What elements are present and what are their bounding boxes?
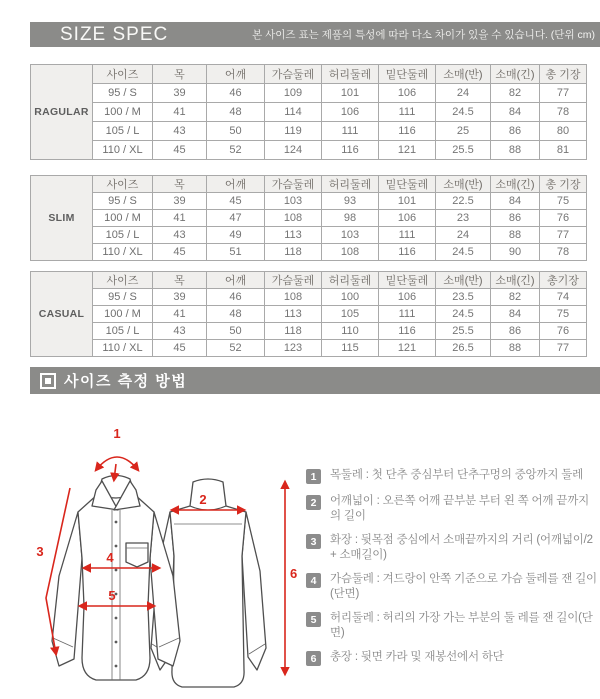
measure-item-text: 허리둘레 : 허리의 가장 가는 부분의 둘 레를 잰 길이(단면) [330,612,593,639]
size-cell: 105 / L [93,227,153,244]
value-cell: 106 [379,289,436,306]
measure-item-number-badge: 5 [306,612,321,627]
value-cell: 46 [207,84,265,103]
table-row [31,122,587,141]
size-cell: 95 / S [93,289,153,306]
column-header: 어깨 [207,65,265,84]
size-cell: 100 / M [93,210,153,227]
value-cell: 82 [491,289,540,306]
column-header: 밑단둘레 [379,65,436,84]
column-header: 목 [153,176,207,193]
value-cell: 25.5 [436,323,491,340]
column-header: 소매(긴) [491,176,540,193]
size-spec-header-bar [30,22,600,47]
value-cell: 114 [265,103,322,122]
value-cell: 118 [265,244,322,261]
value-cell: 123 [265,340,322,357]
value-cell: 77 [540,227,587,244]
value-cell: 121 [379,141,436,160]
value-cell: 116 [379,244,436,261]
table-row [31,210,587,227]
table-row [31,306,587,323]
value-cell: 101 [379,193,436,210]
value-cell: 22.5 [436,193,491,210]
value-cell: 116 [379,122,436,141]
value-cell: 50 [207,122,265,141]
measure-item [306,611,598,640]
value-cell: 49 [207,227,265,244]
measure-legend [306,468,598,666]
pocket [126,543,148,567]
value-cell: 106 [322,103,379,122]
value-cell: 121 [379,340,436,357]
measure-item [306,494,598,523]
column-header: 사이즈 [93,65,153,84]
value-cell: 105 [322,306,379,323]
value-cell: 101 [322,84,379,103]
value-cell: 39 [153,193,207,210]
group-label: RAGULAR [31,65,93,160]
column-header: 총 기장 [540,65,587,84]
value-cell: 52 [207,141,265,160]
value-cell: 41 [153,210,207,227]
size-spec-note: 본 사이즈 표는 제품의 특성에 따라 다소 차이가 있을 수 있습니다. (단위 cm) [252,29,595,41]
table-row [31,227,587,244]
column-header: 허리둘레 [322,272,379,289]
measure-item [306,572,598,601]
value-cell: 74 [540,289,587,306]
value-cell: 82 [491,84,540,103]
value-cell: 43 [153,227,207,244]
size-spec-title: SIZE SPEC [60,23,169,45]
diagram-number-2: 2 [199,492,207,507]
value-cell: 75 [540,193,587,210]
value-cell: 48 [207,306,265,323]
value-cell: 115 [322,340,379,357]
value-cell: 124 [265,141,322,160]
size-table-casual [30,271,587,357]
column-header: 가슴둘레 [265,65,322,84]
measure-item-number-badge: 1 [306,469,321,484]
value-cell: 110 [322,323,379,340]
table-row [31,244,587,261]
value-cell: 43 [153,323,207,340]
measure-item [306,533,598,562]
value-cell: 24.5 [436,244,491,261]
value-cell: 108 [265,210,322,227]
value-cell: 39 [153,289,207,306]
value-cell: 45 [153,141,207,160]
value-cell: 24 [436,227,491,244]
value-cell: 45 [207,193,265,210]
value-cell: 106 [379,210,436,227]
measure-section-bar [30,367,600,394]
diagram-number-1: 1 [113,426,121,441]
value-cell: 106 [379,84,436,103]
column-header: 소매(반) [436,272,491,289]
size-cell: 110 / XL [93,141,153,160]
column-header: 소매(긴) [491,272,540,289]
diagram-number-6: 6 [290,566,298,581]
value-cell: 25 [436,122,491,141]
square-bullet-icon [40,373,56,389]
table-row [31,340,587,357]
table-row [31,323,587,340]
value-cell: 88 [491,340,540,357]
value-cell: 108 [265,289,322,306]
size-cell: 105 / L [93,323,153,340]
value-cell: 50 [207,323,265,340]
value-cell: 90 [491,244,540,261]
value-cell: 76 [540,323,587,340]
value-cell: 77 [540,340,587,357]
value-cell: 93 [322,193,379,210]
size-cell: 100 / M [93,306,153,323]
measure-item-number-badge: 6 [306,651,321,666]
diagram-number-5: 5 [108,588,116,603]
measure-item-text: 가슴둘레 : 겨드랑이 안쪽 기준으로 가슴 둘레를 잰 길이(단면) [330,573,597,600]
value-cell: 78 [540,244,587,261]
value-cell: 51 [207,244,265,261]
value-cell: 103 [265,193,322,210]
measure-item [306,650,598,666]
measure-item [306,468,598,484]
measure-item-number-badge: 3 [306,534,321,549]
value-cell: 111 [379,103,436,122]
value-cell: 77 [540,84,587,103]
value-cell: 46 [207,289,265,306]
measure-item-text: 어깨넓이 : 오른쪽 어깨 끝부분 부터 왼 쪽 어깨 끝까지의 길이 [330,495,590,522]
measure-item-number-badge: 2 [306,495,321,510]
value-cell: 25.5 [436,141,491,160]
value-cell: 86 [491,122,540,141]
column-header: 어깨 [207,176,265,193]
measure-item-number-badge: 4 [306,573,321,588]
value-cell: 76 [540,210,587,227]
group-label: CASUAL [31,272,93,357]
value-cell: 26.5 [436,340,491,357]
value-cell: 100 [322,289,379,306]
value-cell: 78 [540,103,587,122]
column-header: 목 [153,65,207,84]
column-header: 목 [153,272,207,289]
value-cell: 116 [379,323,436,340]
diagram-number-3: 3 [36,544,44,559]
size-cell: 95 / S [93,193,153,210]
value-cell: 47 [207,210,265,227]
value-cell: 113 [265,227,322,244]
value-cell: 88 [491,227,540,244]
size-cell: 105 / L [93,122,153,141]
group-label: SLIM [31,176,93,261]
value-cell: 103 [322,227,379,244]
size-table-slim [30,175,587,261]
size-cell: 110 / XL [93,340,153,357]
value-cell: 39 [153,84,207,103]
value-cell: 24 [436,84,491,103]
value-cell: 23.5 [436,289,491,306]
size-table-ragular [30,64,587,160]
value-cell: 81 [540,141,587,160]
measure-item-text: 화장 : 뒷목점 중심에서 소매끝까지의 거리 (어깨넓이/2 + 소매길이) [330,534,593,561]
column-header: 허리둘레 [322,65,379,84]
size-cell: 110 / XL [93,244,153,261]
size-tables [30,64,587,372]
value-cell: 48 [207,103,265,122]
value-cell: 86 [491,210,540,227]
value-cell: 109 [265,84,322,103]
measure-section-title: 사이즈 측정 방법 [64,373,188,390]
value-cell: 98 [322,210,379,227]
value-cell: 84 [491,193,540,210]
value-cell: 23 [436,210,491,227]
value-cell: 43 [153,122,207,141]
measure-item-text: 목둘레 : 첫 단추 중심부터 단추구멍의 중앙까지 둘레 [330,469,584,481]
value-cell: 111 [379,227,436,244]
column-header: 가슴둘레 [265,272,322,289]
column-header: 사이즈 [93,176,153,193]
column-header: 총기장 [540,272,587,289]
value-cell: 80 [540,122,587,141]
diagram-number-4: 4 [106,550,114,565]
table-row [31,103,587,122]
column-header: 허리둘레 [322,176,379,193]
column-header: 어깨 [207,272,265,289]
value-cell: 52 [207,340,265,357]
value-cell: 116 [322,141,379,160]
front-shirt [52,476,180,681]
arrow-neck [96,457,138,470]
value-cell: 41 [153,103,207,122]
value-cell: 84 [491,306,540,323]
size-cell: 95 / S [93,84,153,103]
value-cell: 41 [153,306,207,323]
value-cell: 24.5 [436,103,491,122]
value-cell: 45 [153,340,207,357]
value-cell: 45 [153,244,207,261]
column-header: 밑단둘레 [379,176,436,193]
column-header: 가슴둘레 [265,176,322,193]
value-cell: 111 [322,122,379,141]
value-cell: 75 [540,306,587,323]
value-cell: 119 [265,122,322,141]
column-header: 사이즈 [93,272,153,289]
column-header: 밑단둘레 [379,272,436,289]
value-cell: 88 [491,141,540,160]
table-row [31,289,587,306]
value-cell: 108 [322,244,379,261]
table-row [31,193,587,210]
column-header: 총 기장 [540,176,587,193]
value-cell: 24.5 [436,306,491,323]
table-row [31,84,587,103]
table-row [31,141,587,160]
value-cell: 86 [491,323,540,340]
column-header: 소매(긴) [491,65,540,84]
shirt-measurement-diagram [26,426,300,697]
value-cell: 84 [491,103,540,122]
size-cell: 100 / M [93,103,153,122]
column-header: 소매(반) [436,65,491,84]
value-cell: 118 [265,323,322,340]
column-header: 소매(반) [436,176,491,193]
value-cell: 113 [265,306,322,323]
measure-item-text: 총장 : 뒷면 카라 및 재봉선에서 하단 [330,651,504,663]
value-cell: 111 [379,306,436,323]
